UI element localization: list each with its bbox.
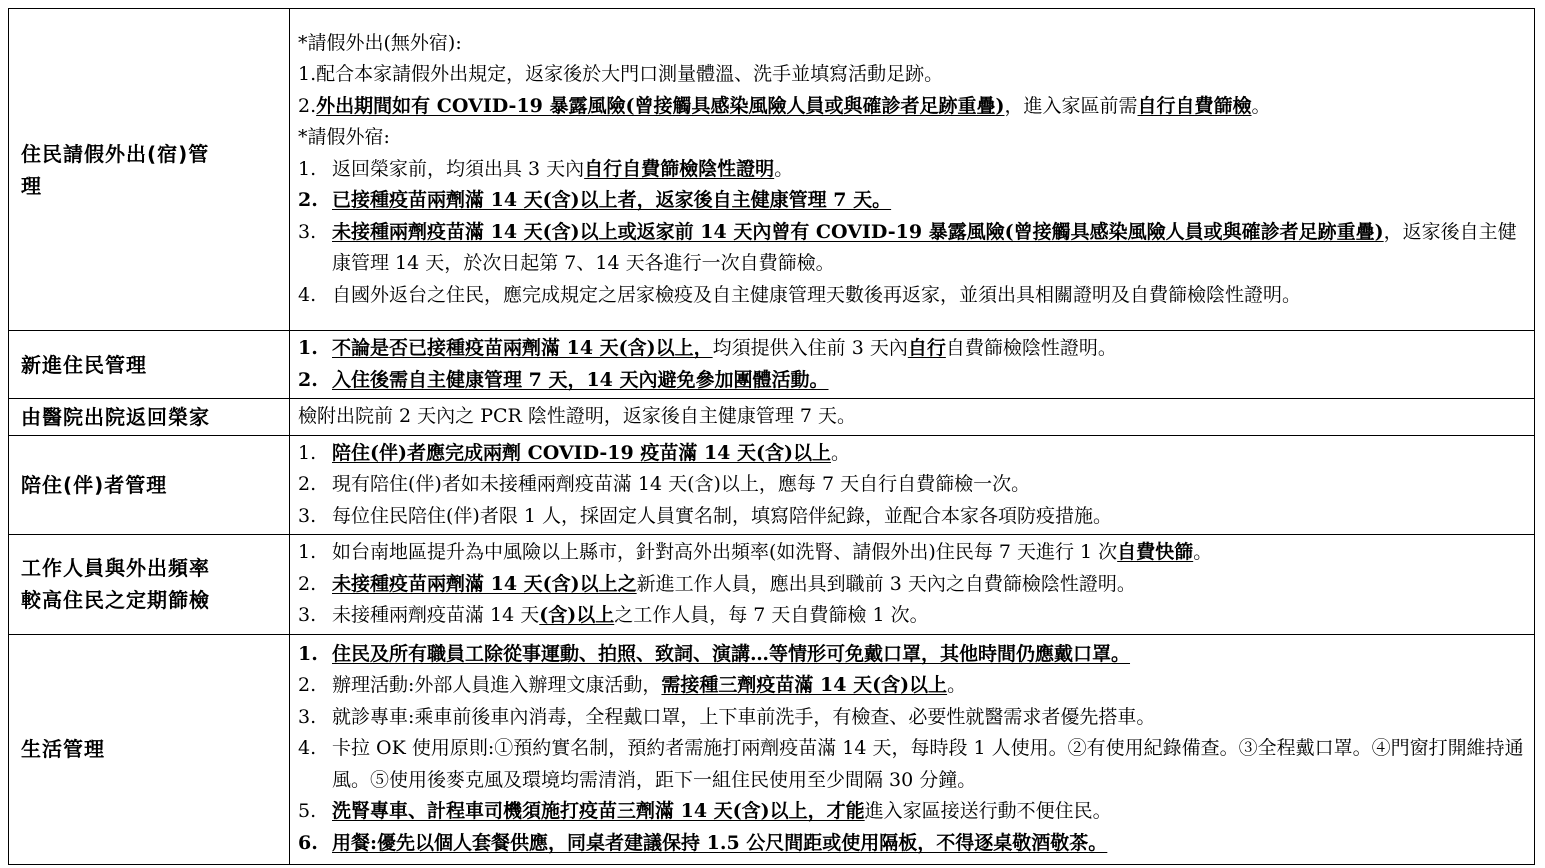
list-item: 1. 陪住(伴)者應完成兩劑 COVID-19 疫苗滿 14 天(含)以上。 [298, 441, 850, 464]
section-heading: *請假外宿: [298, 126, 390, 149]
content-cell [290, 634, 1535, 864]
content-cell [290, 399, 1535, 436]
list-item: 1.配合本家請假外出規定，返家後於大門口測量體溫、洗手並填寫活動足跡。 [298, 63, 944, 86]
table-row [9, 399, 1535, 436]
section-heading: *請假外出(無外宿): [298, 31, 462, 54]
table-row [9, 634, 1535, 864]
content-cell [290, 9, 1535, 331]
table-row [9, 331, 1535, 399]
list-item: 3. 每位住民陪住(伴)者限 1 人，採固定人員實名制，填寫陪伴紀錄，並配合本家各項防疫措施。 [298, 504, 1112, 527]
category-cell [9, 535, 290, 635]
list-item: 1. 不論是否已接種疫苗兩劑滿 14 天(含)以上，均須提供入住前 3 天內自行自費篩檢陰性證明。 [298, 337, 1117, 359]
list-item: 6. 用餐:優先以個人套餐供應，同桌者建議保持 1.5 公尺間距或使用隔板，不得逐桌敬酒敬茶。 [298, 831, 1108, 854]
list-item: 1. 返回榮家前，均須出具 3 天內自行自費篩檢陰性證明。 [298, 157, 794, 180]
category-cell [9, 399, 290, 436]
list-item: 4. 自國外返台之住民，應完成規定之居家檢疫及自主健康管理天數後再返家，並須出具相關證明及自費篩檢陰性證明。 [298, 283, 1302, 306]
category-label: 住民請假外出(宿)管 理 [21, 141, 210, 198]
category-cell [9, 634, 290, 864]
list-item: 檢附出院前 2 天內之 PCR 陰性證明，返家後自主健康管理 7 天。 [298, 405, 857, 427]
table-row [9, 535, 1535, 635]
category-label: 陪住(伴)者管理 [21, 472, 168, 497]
category-label: 新進住民管理 [21, 352, 147, 377]
table-row [9, 9, 1535, 331]
list-item: 1. 如台南地區提升為中風險以上縣市，針對高外出頻率(如洗腎、請假外出)住民每 7 天進行 1 次自費快篩。 [298, 541, 1213, 563]
category-label: 工作人員與外出頻率 較高住民之定期篩檢 [21, 556, 210, 613]
category-cell [9, 9, 290, 331]
category-cell [9, 331, 290, 399]
category-label: 由醫院出院返回榮家 [21, 404, 210, 429]
list-item: 1. 住民及所有職員工除從事運動、拍照、致詞、演講…等情形可免戴口罩，其他時間仍應戴口罩。 [298, 642, 1131, 665]
list-item: 2.外出期間如有 COVID-19 暴露風險(曾接觸具感染風險人員或與確診者足跡重疊)，進入家區前需自行自費篩檢。 [298, 94, 1271, 117]
policy-table [8, 8, 1535, 865]
list-item: 3. 未接種兩劑疫苗滿 14 天(含)以上之工作人員，每 7 天自費篩檢 1 次。 [298, 604, 929, 626]
list-item: 3. 就診專車:乘車前後車內消毒，全程戴口罩，上下車前洗手，有檢查、必要性就醫需求者優先搭車。 [298, 705, 1156, 728]
list-item: 2. 現有陪住(伴)者如未接種兩劑疫苗滿 14 天(含)以上，應每 7 天自行自費篩檢一次。 [298, 473, 1031, 495]
content-cell [290, 435, 1535, 535]
list-item: 2. 未接種疫苗兩劑滿 14 天(含)以上之新進工作人員，應出具到職前 3 天內之自費篩檢陰性證明。 [298, 572, 1136, 595]
category-cell [9, 435, 290, 535]
list-item: 2. 已接種疫苗兩劑滿 14 天(含)以上者，返家後自主健康管理 7 天。 [298, 189, 892, 212]
list-item: 5. 洗腎專車、計程車司機須施打疫苗三劑滿 14 天(含)以上，才能進入家區接送行動不便住民。 [298, 800, 1112, 823]
content-cell [290, 331, 1535, 399]
content-cell [290, 535, 1535, 635]
list-item: 4. 卡拉 OK 使用原則:①預約實名制，預約者需施打兩劑疫苗滿 14 天，每時段 1 人使用。②有使用紀錄備查。③全程戴口罩。④門窗打開維持通風。⑤使用後麥克風及環境均需清消，距下一組住民使用至少間隔 30 分鐘。 [298, 737, 1524, 791]
category-label: 生活管理 [21, 737, 105, 761]
list-item: 2. 入住後需自主健康管理 7 天，14 天內避免參加團體活動。 [298, 368, 829, 391]
list-item: 3. 未接種兩劑疫苗滿 14 天(含)以上或返家前 14 天內曾有 COVID-19 暴露風險(曾接觸具感染風險人員或與確診者足跡重疊)，返家後自主健康管理 14 天，於次日起第 7、14 天各進行一次自費篩檢。 [298, 220, 1517, 275]
list-item: 2. 辦理活動:外部人員進入辦理文康活動，需接種三劑疫苗滿 14 天(含)以上。 [298, 674, 967, 697]
table-row [9, 435, 1535, 535]
